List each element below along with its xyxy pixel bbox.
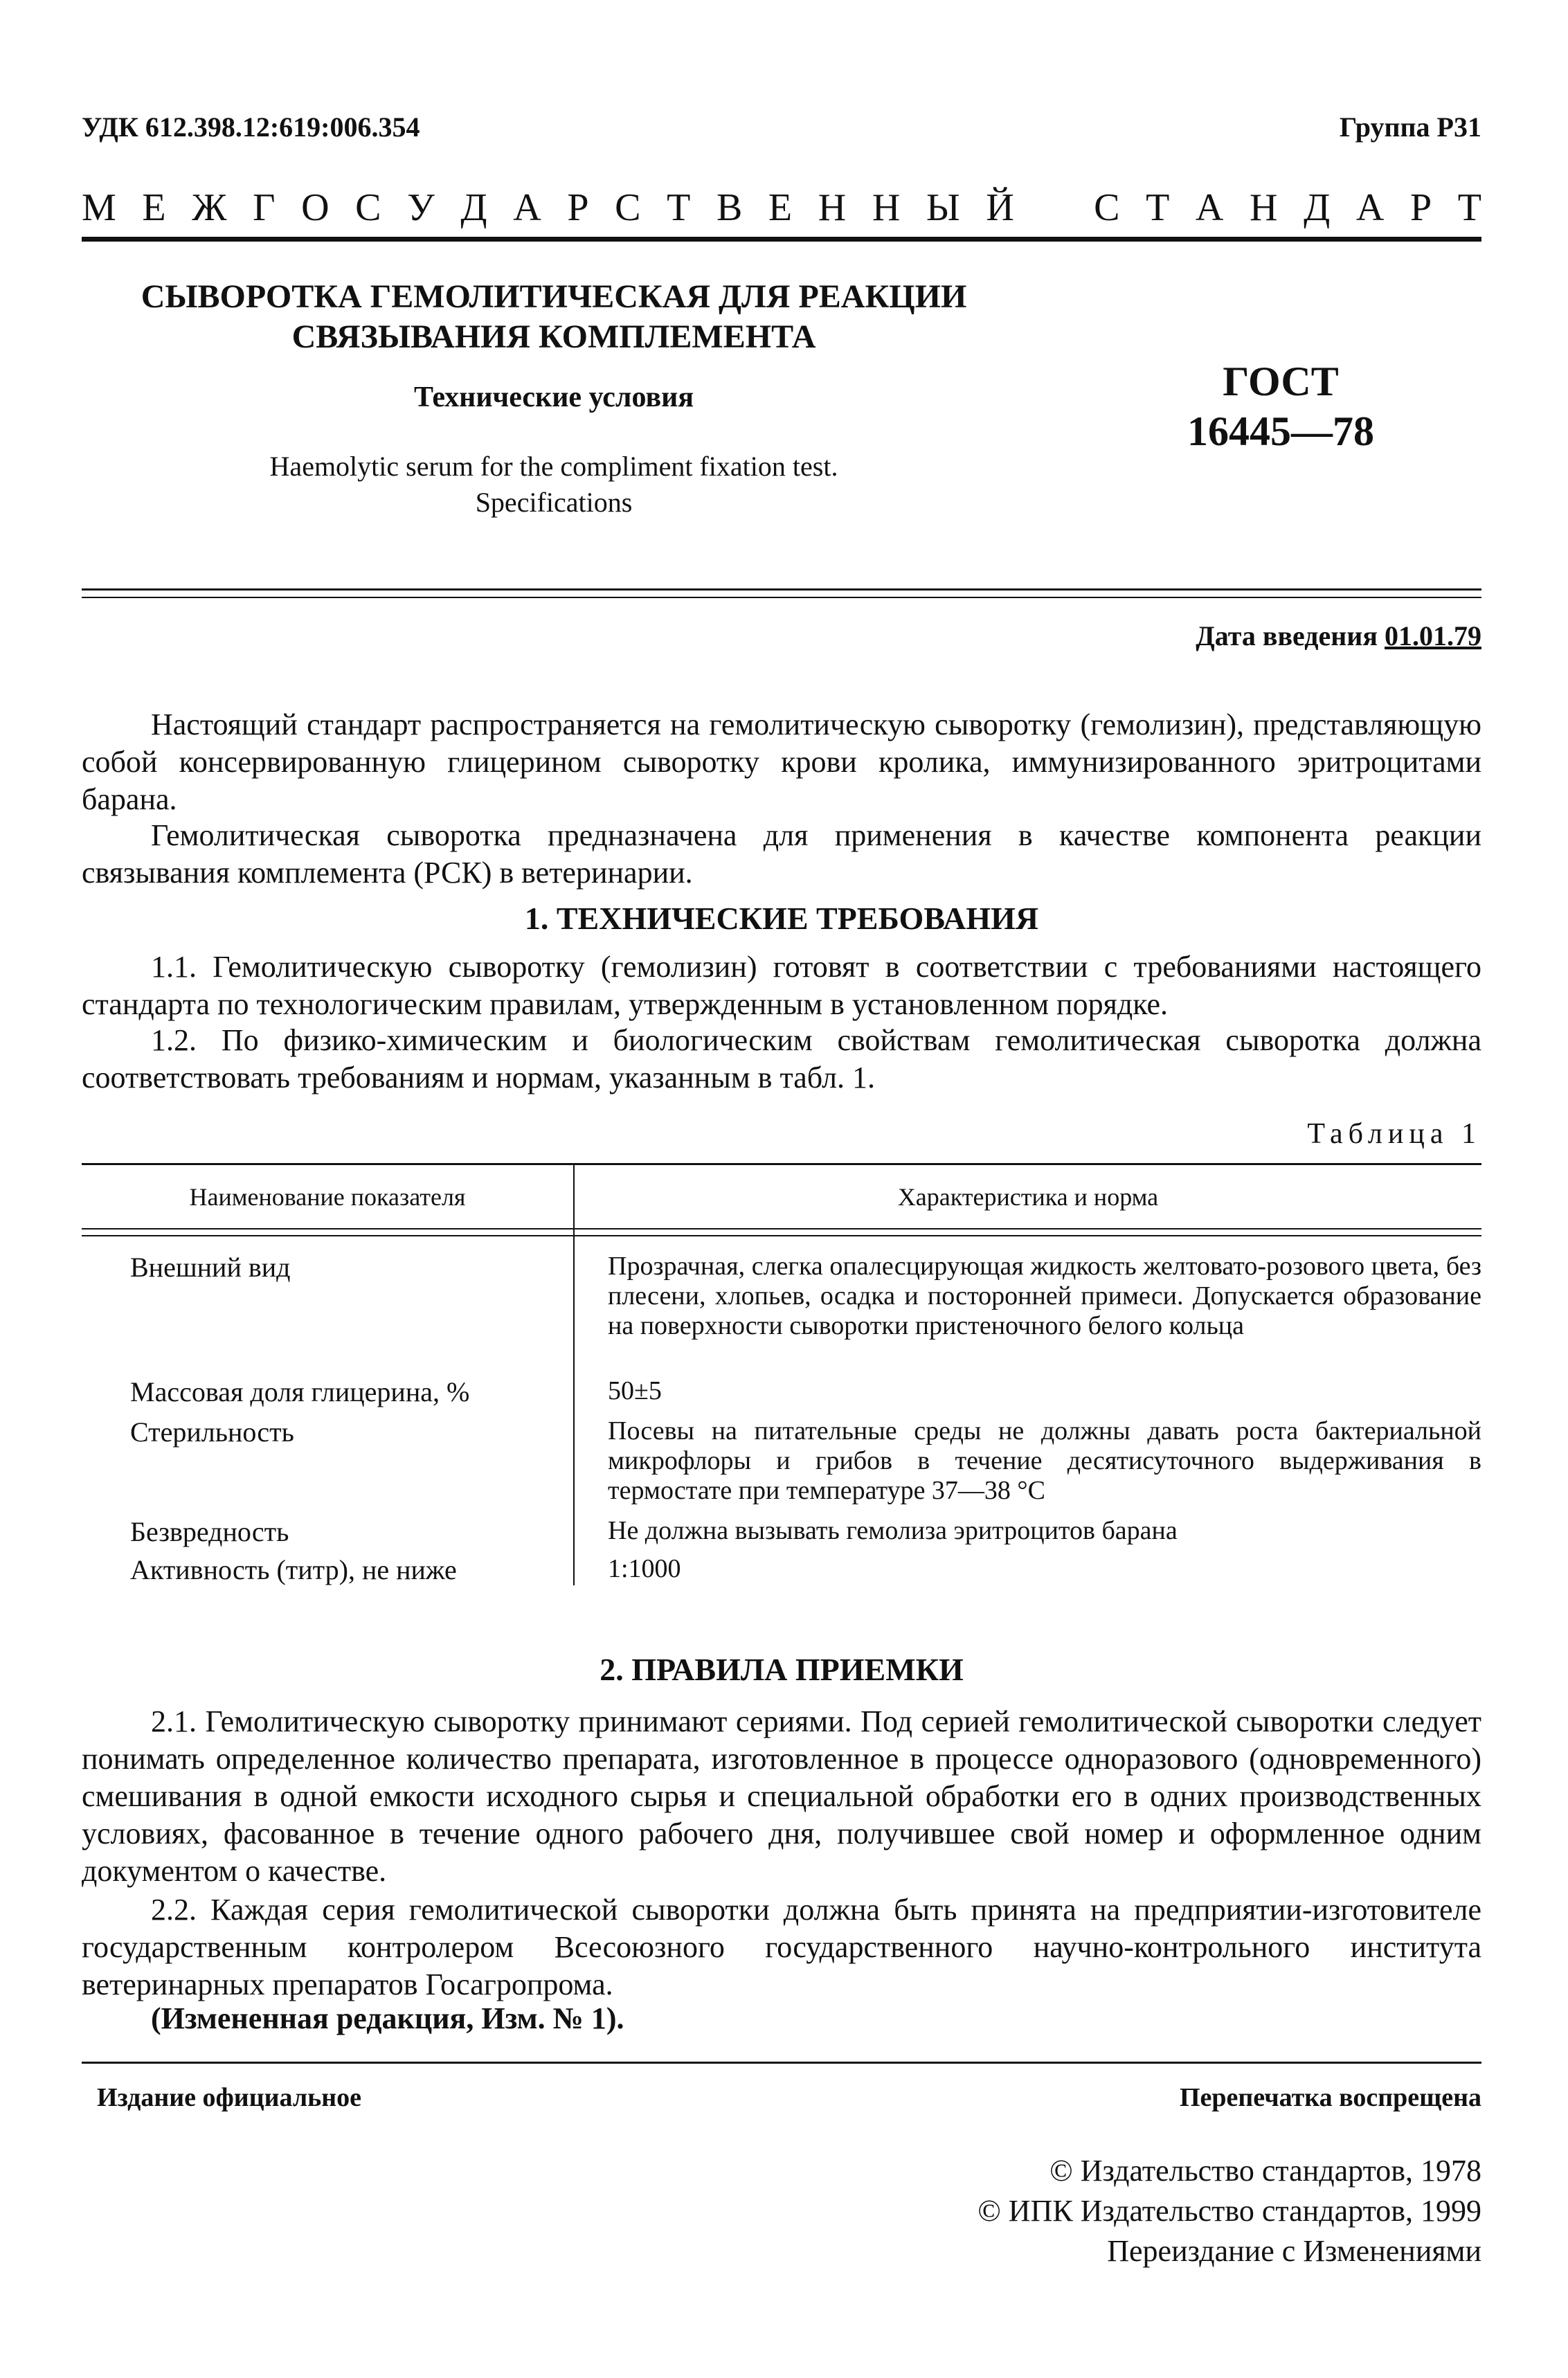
- paragraph-1-1: [82, 948, 1481, 1023]
- banner-letter: Р: [1409, 186, 1432, 229]
- banner-letter: А: [1195, 186, 1224, 229]
- table-header-rule-1: [82, 1228, 1481, 1229]
- table-header-value: Характеристика и норма: [897, 1183, 1159, 1211]
- english-title-line-2: Specifications: [475, 487, 633, 518]
- intro-date-value: 01.01.79: [1385, 620, 1481, 651]
- table-cell-value: Не должна вызывать гемолиза эритроцитов барана: [608, 1516, 1178, 1545]
- paragraph-1-2: [82, 1022, 1481, 1097]
- banner-letter: С: [615, 186, 641, 229]
- header-rule: [82, 237, 1481, 242]
- banner-letter: А: [1355, 186, 1385, 229]
- table-cell-name: Внешний вид: [130, 1252, 291, 1283]
- table-cell-name: Активность (титр), не ниже: [130, 1554, 457, 1585]
- banner-letter: Н: [818, 186, 847, 229]
- paragraph-2-2: [82, 1891, 1481, 2003]
- title-line-1: СЫВОРОТКА ГЕМОЛИТИЧЕСКАЯ ДЛЯ РЕАКЦИИ: [141, 278, 967, 315]
- banner-letter: Н: [1250, 186, 1278, 229]
- banner-letter: С: [1094, 186, 1120, 229]
- banner-letter: М: [82, 186, 116, 229]
- paragraph-scope: [82, 706, 1481, 818]
- banner-letter: Е: [142, 186, 166, 229]
- group-code: Группа Р31: [1339, 111, 1481, 143]
- paragraph-1-1-text: 1.1. Гемолитическую сыворотку (гемолизин) готовят в соответствии с требованиями настоящего стандарта по технологическим правилам, утвержденным в установленном порядке.: [82, 950, 1481, 1021]
- reissue-note: Переиздание с Изменениями: [1107, 2234, 1481, 2268]
- footer-rule: [82, 2062, 1481, 2064]
- table-header-name: Наименование показателя: [189, 1183, 466, 1211]
- paragraph-purpose-text: Гемолитическая сыворотка предназначена для применения в качестве компонента реакции связывания комплемента (РСК) в ветеринарии.: [82, 818, 1481, 890]
- banner-letter: Т: [1146, 186, 1170, 229]
- banner-letter: Й: [986, 186, 1014, 229]
- banner-letter: Д: [460, 186, 487, 229]
- paragraph-1-2-text: 1.2. По физико-химическим и биологическим свойствам гемолитическая сыворотка должна соответствовать требованиям и нормам, указанным в табл. 1.: [82, 1023, 1481, 1095]
- section-1-heading: 1. ТЕХНИЧЕСКИЕ ТРЕБОВАНИЯ: [524, 901, 1039, 936]
- gost-number: 16445—78: [1187, 408, 1374, 454]
- banner-letter: Е: [768, 186, 793, 229]
- banner-letter: Н: [872, 186, 901, 229]
- title-line-2: СВЯЗЫВАНИЯ КОМПЛЕМЕНТА: [291, 318, 816, 355]
- intro-date-label: Дата введения: [1196, 620, 1378, 651]
- paragraph-2-1-text: 2.1. Гемолитическую сыворотку принимают сериями. Под серией гемолитической сыворотки следует понимать определенное количество препарата, изготовленное в процессе одноразового (одновременного) смешивания в одной емкости исходного сырья и специальной обработки его в одних производственных условиях, фасованное в течение одного рабочего дня, получившее свой номер и оформленное одним документом о качестве.: [82, 1704, 1481, 1888]
- paragraph-scope-text: Настоящий стандарт распространяется на гемолитическую сыворотку (гемолизин), представляющую собой консервированную глицерином сыворотку крови кролика, иммунизированного эритроцитами барана.: [82, 708, 1481, 816]
- english-title-line-1: Haemolytic serum for the compliment fixation test.: [269, 451, 838, 482]
- banner-letter: О: [301, 186, 330, 229]
- banner-letter: Г: [253, 186, 276, 229]
- table-label: Таблица 1: [1307, 1118, 1481, 1150]
- table-cell-name: Стерильность: [130, 1416, 294, 1448]
- gost-code: [1142, 357, 1419, 456]
- banner-letter: Ж: [192, 186, 227, 229]
- udk-code: УДК 612.398.12:619:006.354: [82, 111, 420, 143]
- banner-letter: В: [716, 186, 743, 229]
- reprint-prohibited: Перепечатка воспрещена: [1179, 2083, 1481, 2112]
- title-rule-top: [82, 588, 1481, 591]
- table-cell-value: Посевы на питательные среды не должны давать роста бактериальной микрофлоры и грибов в течение десятисуточного выдерживания в термостате при температуре 37—38 °С: [608, 1416, 1481, 1505]
- table-rule-top: [82, 1163, 1481, 1165]
- table-cell-name: Безвредность: [130, 1516, 289, 1547]
- title-rule-bottom: [82, 597, 1481, 598]
- table-header-rule-2: [82, 1235, 1481, 1236]
- table-cell-value: 50±5: [608, 1376, 662, 1405]
- document-subtitle: Технические условия: [413, 381, 694, 413]
- table-cell-name: Массовая доля глицерина, %: [130, 1376, 470, 1407]
- paragraph-2-2-text: 2.2. Каждая серия гемолитической сыворотки должна быть принята на предприятии-изготовителе государственным контролером Всесоюзного государственного научно-контрольного института ветеринарных препаратов Госагропрома.: [82, 1893, 1481, 2001]
- banner-letter: С: [355, 186, 381, 229]
- interstate-standard-banner: [82, 186, 1481, 230]
- banner-letter: Т: [1457, 186, 1481, 229]
- banner-gap: [1040, 186, 1067, 230]
- amendment-note: (Измененная редакция, Изм. № 1).: [151, 2001, 624, 2035]
- banner-letter: А: [513, 186, 541, 229]
- official-edition: Издание официальное: [97, 2083, 362, 2112]
- banner-letter: У: [407, 186, 435, 229]
- paragraph-2-1: [82, 1703, 1481, 1890]
- table-cell-value: Прозрачная, слегка опалесцирующая жидкость желтовато-розового цвета, без плесени, хлопьев, осадка и посторонней примеси. Допускается образование на поверхности сыворотки пристеночного белого кольца: [608, 1252, 1481, 1340]
- english-title: [138, 449, 969, 521]
- gost-label: ГОСТ: [1223, 359, 1339, 404]
- copyright-1999: © ИПК Издательство стандартов, 1999: [977, 2194, 1481, 2228]
- table-column-divider: [573, 1163, 575, 1585]
- copyright-1978: © Издательство стандартов, 1978: [1049, 2154, 1481, 2188]
- intro-date: [1196, 620, 1481, 652]
- table-cell-value: 1:1000: [608, 1554, 681, 1583]
- banner-letter: Ы: [926, 186, 960, 229]
- paragraph-purpose: [82, 817, 1481, 892]
- banner-letter: Д: [1304, 186, 1331, 229]
- document-title: [138, 277, 969, 357]
- banner-letter: Т: [667, 186, 691, 229]
- section-2-heading: 2. ПРАВИЛА ПРИЕМКИ: [600, 1652, 964, 1687]
- banner-letter: Р: [567, 186, 589, 229]
